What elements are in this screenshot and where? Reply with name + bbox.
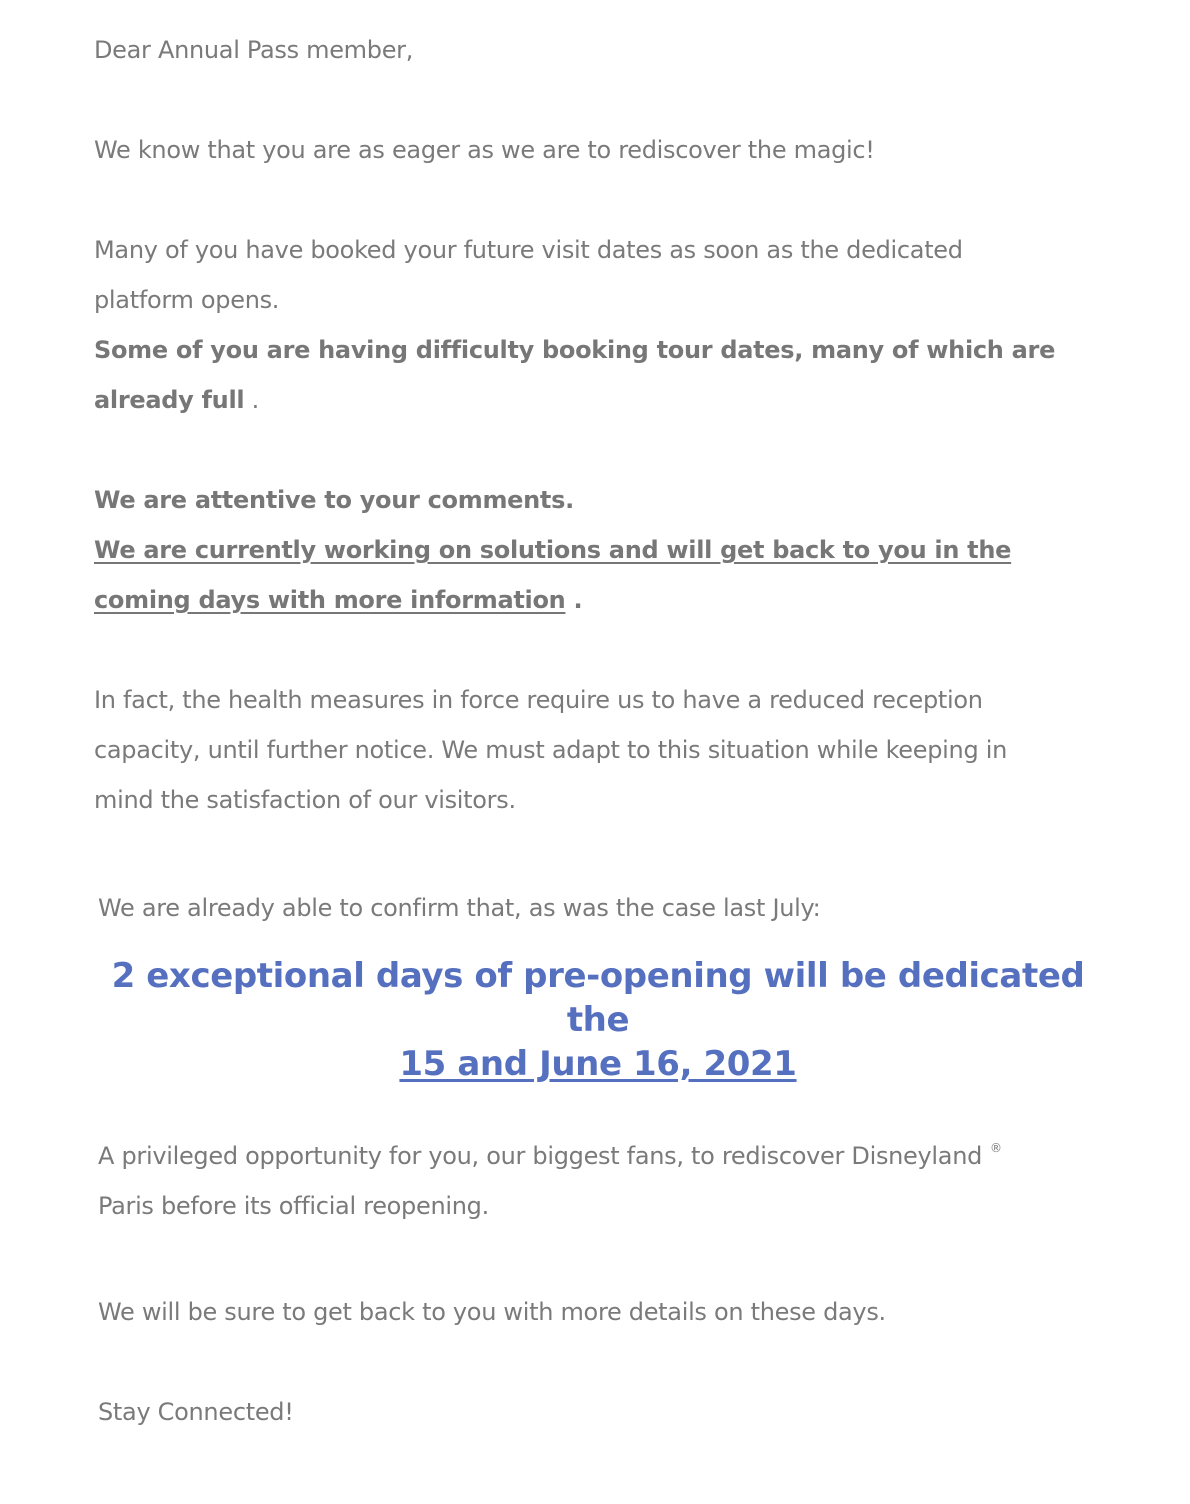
paragraph-booked-line1: Many of you have booked your future visit dates as soon as the dedicated [94, 236, 963, 264]
paragraph-confirm: We are already able to confirm that, as was the case last July: [98, 894, 821, 922]
paragraph-health-line3: mind the satisfaction of our visitors. [94, 786, 516, 814]
paragraph-opportunity-line1 [98, 1131, 1098, 1181]
difficulty-period: . [244, 386, 259, 414]
solutions-period: . [565, 586, 583, 614]
paragraph-solutions-line1: We are currently working on solutions and will get back to you in the [94, 536, 1012, 564]
paragraph-difficulty-line1: Some of you are having difficulty booking tour dates, many of which are [94, 336, 1056, 364]
paragraph-solutions-line2 [94, 575, 1094, 625]
paragraph-eager: We know that you are as eager as we are to rediscover the magic! [94, 136, 875, 164]
headline-line2: the [566, 1000, 630, 1040]
difficulty-bold-text: already full [94, 386, 245, 414]
paragraph-health-line2: capacity, until further notice. We must adapt to this situation while keeping in [94, 736, 1007, 764]
paragraph-difficulty-line2 [94, 375, 1094, 425]
signoff: Stay Connected! [98, 1398, 294, 1426]
greeting: Dear Annual Pass member, [94, 36, 414, 64]
paragraph-details: We will be sure to get back to you with more details on these days. [98, 1298, 886, 1326]
paragraph-opportunity-line2: Paris before its official reopening. [98, 1192, 489, 1220]
paragraph-attentive: We are attentive to your comments. [94, 486, 574, 514]
solutions-underlined-text: coming days with more information [94, 586, 566, 614]
headline-date-row [98, 1042, 1098, 1086]
registered-mark: ® [990, 1141, 1002, 1155]
paragraph-booked-line2: platform opens. [94, 286, 280, 314]
opportunity-text: A privileged opportunity for you, our biggest fans, to rediscover Disneyland [98, 1142, 983, 1170]
headline-line1: 2 exceptional days of pre-opening will be dedicated [111, 956, 1085, 996]
headline-date: 15 and June 16, 2021 [399, 1044, 797, 1084]
paragraph-health-line1: In fact, the health measures in force require us to have a reduced reception [94, 686, 983, 714]
